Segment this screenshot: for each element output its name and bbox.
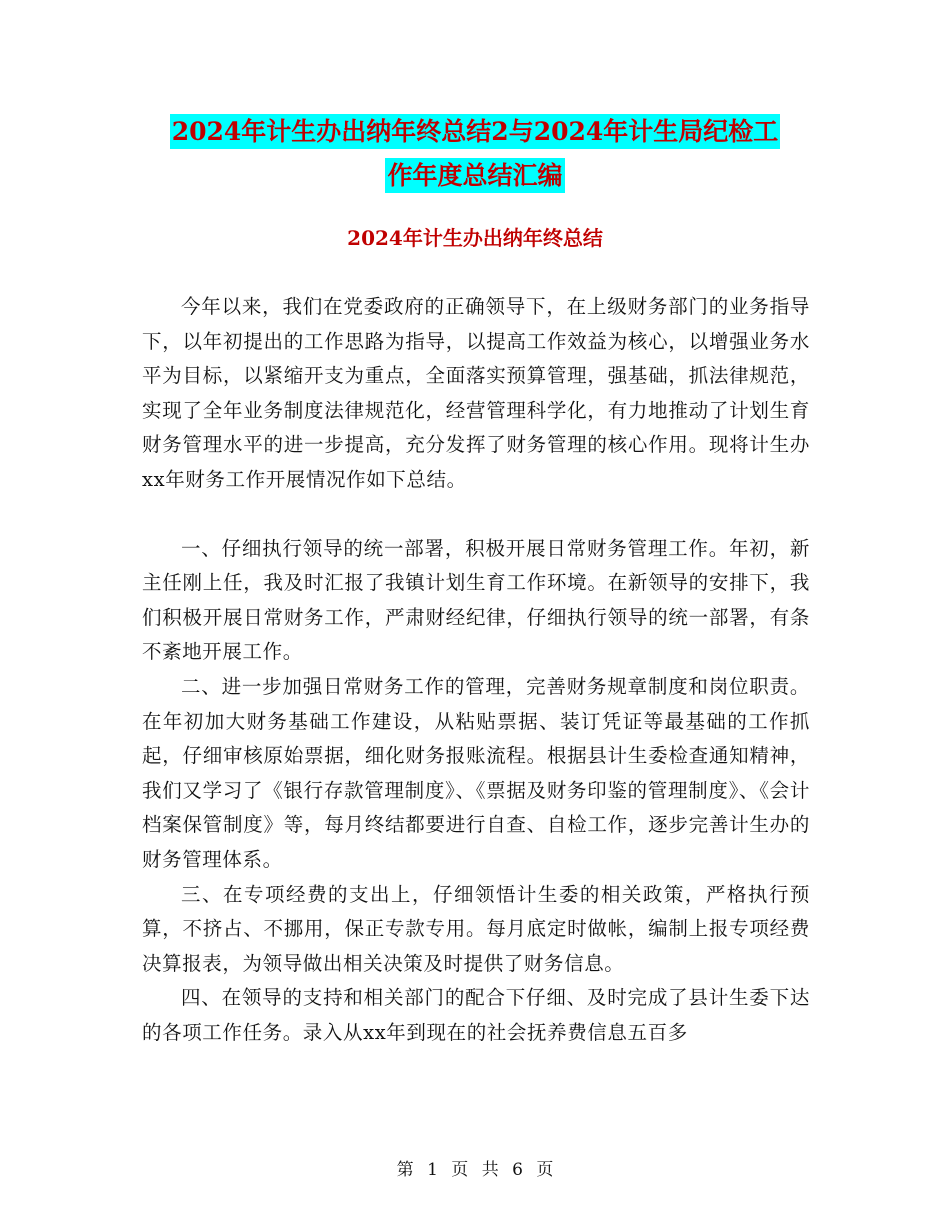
footer-page-number: 1 (427, 1160, 438, 1180)
page-footer (0, 1155, 950, 1180)
document-body (142, 290, 810, 1050)
footer-total-label: 共 (481, 1160, 499, 1180)
section-title: 2024年计生办出纳年终总结 (347, 226, 603, 250)
title-highlight-1: 2024年计生办出纳年终总结2与2024年计生局纪检工 (170, 114, 781, 149)
footer-page-label: 第 (396, 1160, 414, 1180)
title-highlight-2: 作年度总结汇编 (385, 158, 564, 193)
document-title-line-1 (140, 110, 810, 154)
footer-total-pages: 6 (512, 1160, 523, 1180)
footer-page-unit: 页 (451, 1160, 469, 1180)
footer-total-unit: 页 (536, 1160, 554, 1180)
paragraph-item-4: 四、在领导的支持和相关部门的配合下仔细、及时完成了县计生委下达的各项工作任务。录入从xx年到现在的社会抚养费信息五百多 (142, 986, 810, 1044)
paragraph-item-2: 二、进一步加强日常财务工作的管理，完善财务规章制度和岗位职责。在年初加大财务基础工作建设，从粘贴票据、装订凭证等最基础的工作抓起，仔细审核原始票据，细化财务报账流程。根据县计生委检查通知精神，我们又学习了《银行存款管理制度》、《票据及财务印鉴的管理制度》、《会计档案保管制度》等，每月终结都要进行自查、自检工作，逐步完善计生办的财务管理体系。 (142, 674, 810, 871)
document-title-line-2 (140, 154, 810, 198)
paragraph-gap (142, 498, 810, 532)
paragraph-item-3: 三、在专项经费的支出上，仔细领悟计生委的相关政策，严格执行预算，不挤占、不挪用，保正专款专用。每月底定时做帐，编制上报专项经费决算报表，为领导做出相关决策及时提供了财务信息。 (142, 882, 810, 975)
paragraph-intro: 今年以来，我们在党委政府的正确领导下，在上级财务部门的业务指导下，以年初提出的工作思路为指导，以提高工作效益为核心，以增强业务水平为目标，以紧缩开支为重点，全面落实预算管理，强基础，抓法律规范，实现了全年业务制度法律规范化，经营管理科学化，有力地推动了计划生育财务管理水平的进一步提高，充分发挥了财务管理的核心作用。现将计生办xx年财务工作开展情况作如下总结。 (142, 295, 810, 491)
paragraph-item-1: 一、仔细执行领导的统一部署，积极开展日常财务管理工作。年初，新主任刚上任，我及时汇报了我镇计划生育工作环境。在新领导的安排下，我们积极开展日常财务工作，严肃财经纪律，仔细执行领导的统一部署，有条不紊地开展工作。 (142, 536, 810, 664)
